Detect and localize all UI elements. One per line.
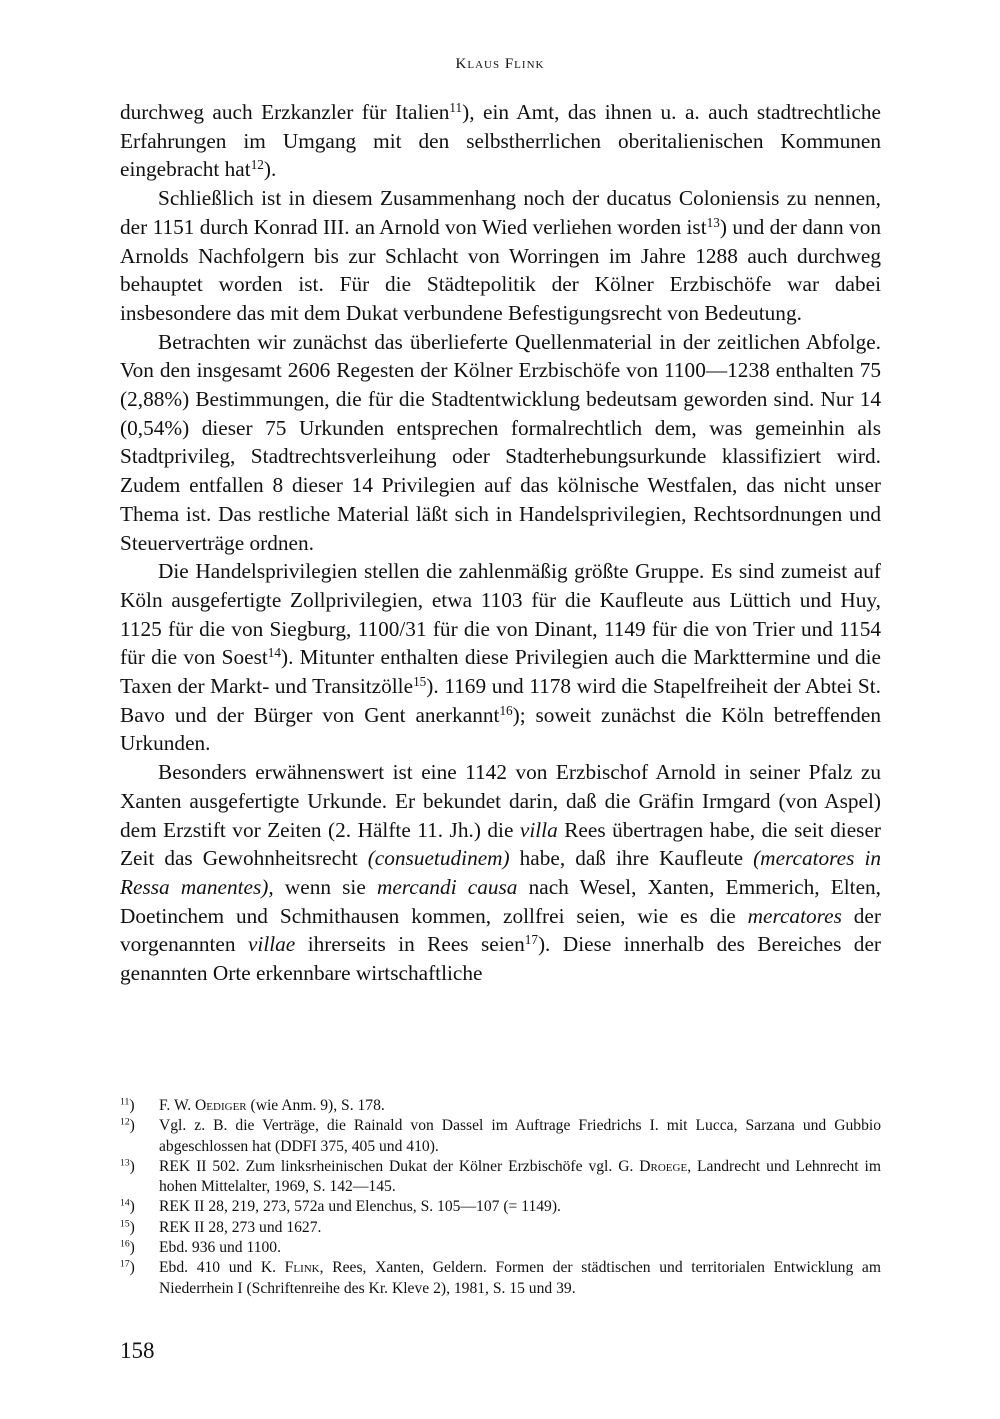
footnote-17: $^{17}$) Ebd. 410 und K. Flink, Rees, Xanten, Geldern. Formen der städtischen und territorialen Entwicklung am Niederrhein I (Schriftenreihe des Kr. Kleve 2), 1981, S. 15 und 39. [120,1259,881,1297]
paragraph-2: Schließlich ist in diesem Zusammenhang noch der ducatus Coloniensis zu nennen, der 1151 durch Konrad III. an Arnold von Wied verliehen worden ist$^{13}$) und der dann von Arnolds Nachfolgern bis zur Schlacht von Worringen im Jahre 1288 auch durchweg behauptet worden ist. Für die Städtepolitik der Kölner Erzbischöfe war dabei insbesondere das mit dem Dukat verbundene Befestigungsrecht von Bedeutung. [120,186,881,325]
footnote-14: $^{14}$) REK II 28, 219, 273, 572a und Elenchus, S. 105—107 (= 1149). [120,1197,881,1217]
footnote-ref-17[interactable]: 17 [524,932,538,948]
footnote-marker: $^{11}$) [120,1096,135,1114]
author-name: Flink [284,1259,320,1277]
footnote-ref-15[interactable]: 15 [413,673,427,689]
footnote-ref-16[interactable]: 16 [499,702,513,718]
page-number: 158 [120,1338,155,1363]
footnote-15: $^{15}$) REK II 28, 273 und 1627. [120,1218,881,1238]
author-name: Droege [639,1157,688,1175]
footnote-16: $^{16}$) Ebd. 936 und 1100. [120,1238,881,1258]
footnote-ref-12[interactable]: 12 [250,157,264,173]
footnote-12: $^{12}$) Vgl. z. B. die Verträge, die Rainald von Dassel im Auftrage Friedrichs I. mit Lucca, Sarzana und Gubbio abgeschlossen hat (DDFI 375, 405 und 410). [120,1116,881,1155]
footnote-marker: $^{17}$) [120,1259,135,1277]
footnotes [120,1096,881,1299]
footnote-marker: $^{14}$) [120,1198,135,1216]
paragraph-5: Besonders erwähnenswert ist eine 1142 von Erzbischof Arnold in seiner Pfalz zu Xanten ausgefertigte Urkunde. Er bekundet darin, daß die Gräfin Irmgard (von Aspel) dem Erzstift vor Zeiten (2. Hälfte 11. Jh.) die villa Rees übertragen habe, die seit dieser Zeit das Gewohnheitsrecht (consuetudinem) habe, daß ihre Kaufleute (mercatores in Ressa manentes), wenn sie mercandi causa nach Wesel, Xanten, Emmerich, Elten, Doetinchem und Schmithausen kommen, zollfrei seien, wie es die mercatores der vorgenannten villae ihrerseits in Rees seien$^{17}$). Diese innerhalb des Bereiches der genannten Orte erkennbare wirtschaftliche [120,760,882,986]
main-text [120,98,881,988]
footnote-11: $^{11}$) F. W. Oediger (wie Anm. 9), S. 178. [120,1096,881,1116]
author-name: Oediger [195,1097,247,1114]
running-header: Klaus Flink [455,56,545,72]
footnote-ref-14[interactable]: 14 [267,645,281,661]
footnote-13: $^{13}$) REK II 502. Zum linksrheinischen Dukat der Kölner Erzbischöfe vgl. G. Droege, Landrecht und Lehnrecht im hohen Mittelalter, 1969, S. 142—145. [120,1157,881,1196]
paragraph-1: durchweg auch Erzkanzler für Italien$^{11}$), ein Amt, das ihnen u. a. auch stadtrechtliche Erfahrungen im Umgang mit den selbstherrlichen oberitalienischen Kommunen eingebracht hat$^{12}$). [120,99,881,182]
paragraph-4: Die Handelsprivilegien stellen die zahlenmäßig größte Gruppe. Es sind zumeist auf Köln ausgefertigte Zollprivilegien, etwa 1103 für die Kaufleute aus Lüttich und Huy, 1125 für die von Siegburg, 1100/31 für die von Dinant, 1149 für die von Trier und 1154 für die von Soest$^{14}$). Mitunter enthalten diese Privilegien auch die Markttermine und die Taxen der Markt- und Transitzölle$^{15}$). 1169 und 1178 wird die Stapelfreiheit der Abtei St. Bavo und der Bürger von Gent anerkannt$^{16}$); soweit zunächst die Köln betreffenden Urkunden. [120,559,882,756]
footnote-marker: $^{16}$) [120,1238,135,1257]
paragraph-3: Betrachten wir zunächst das überlieferte Quellenmaterial in der zeitlichen Abfolge. Von den insgesamt 2606 Regesten der Kölner Erzbischöfe von 1100—1238 enthalten 75 (2,88%) Bestimmungen, die für die Stadtentwicklung bedeutsam geworden sind. Nur 14 (0,54%) dieser 75 Urkunden entsprechen formalrechtlich dem, was gemeinhin als Stadtprivileg, Stadtrechtsverleihung oder Stadterhebungsurkunde klassifiziert wird. Zudem entfallen 8 dieser 14 Privilegien auf das kölnische Westfalen, das nicht unser Thema ist. Das restliche Material läßt sich in Handelsprivilegien, Rechtsordnungen und Steuerverträge ordnen. [120,329,881,555]
footnote-marker: $^{13}$) [120,1157,135,1175]
footnote-ref-11[interactable]: 11 [449,99,463,115]
footnote-marker: $^{15}$) [120,1218,135,1236]
footnote-ref-13[interactable]: 13 [706,214,720,230]
footnote-marker: $^{12}$) [120,1116,135,1135]
